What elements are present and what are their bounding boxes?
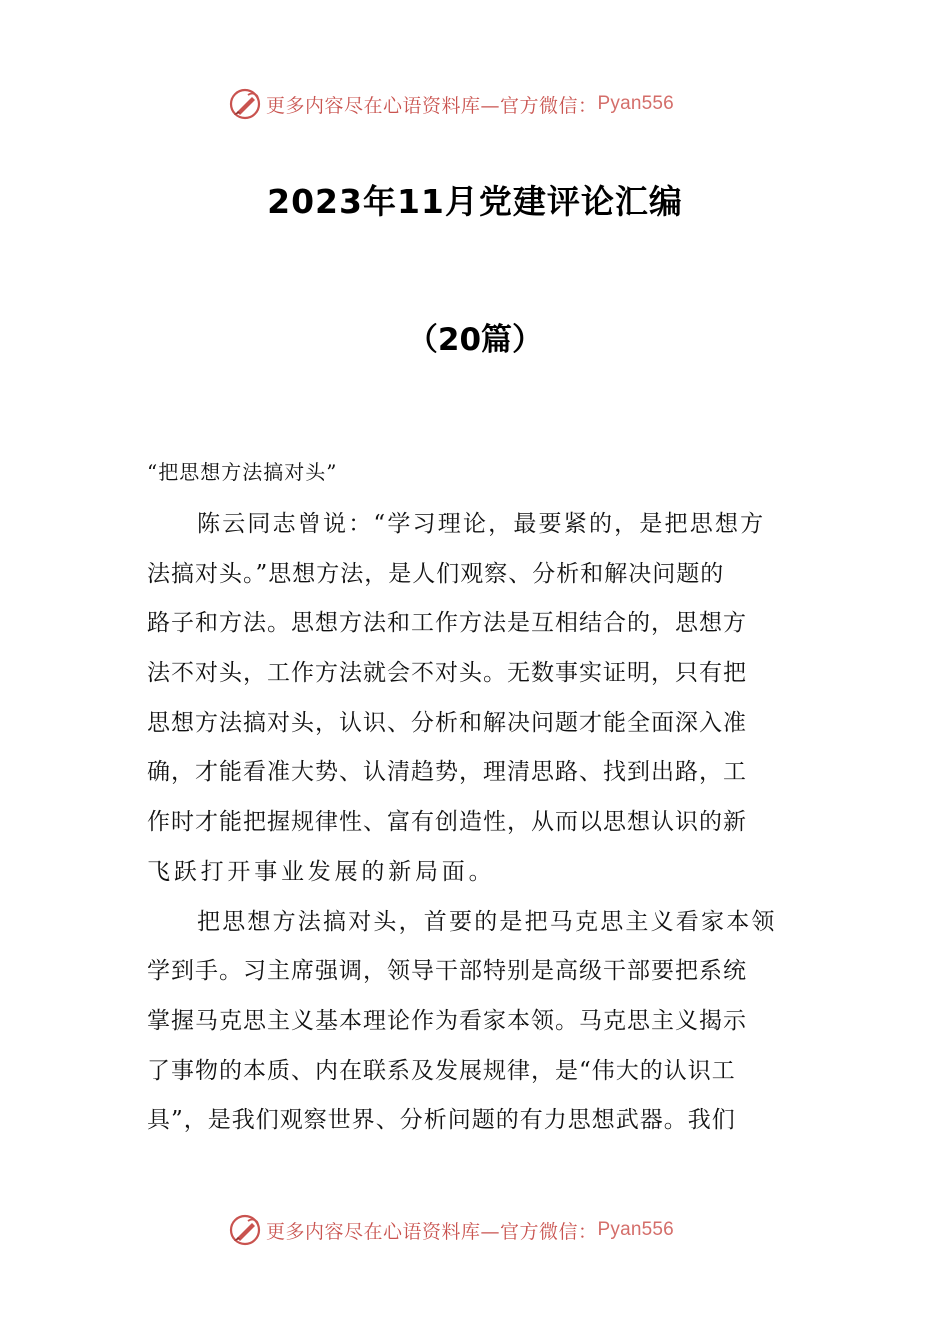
body-line: 作时才能把握规律性、富有创造性，从而以思想认识的新 bbox=[147, 809, 747, 836]
body-line: 陈云同志曾说：“学习理论，最要紧的，是把思想方 bbox=[197, 511, 766, 537]
watermark-wechat-id: Pyan556 bbox=[597, 93, 674, 114]
body-line: 法不对头，工作方法就会不对头。无数事实证明，只有把 bbox=[147, 660, 747, 687]
article-heading: “把思想方法搞对头” bbox=[147, 460, 338, 484]
body-line: 具”，是我们观察世界、分析问题的有力思想武器。我们 bbox=[147, 1107, 736, 1134]
document-subtitle: （20篇） bbox=[406, 322, 544, 358]
body-line: 路子和方法。思想方法和工作方法是互相结合的，思想方 bbox=[147, 610, 747, 637]
watermark-text: 更多内容尽在心语资料库—官方微信： bbox=[266, 94, 598, 117]
body-line: 确，才能看准大势、认清趋势，理清思路、找到出路，工 bbox=[147, 759, 747, 786]
document-title: 2023年11月党建评论汇编 bbox=[267, 182, 683, 221]
pen-logo-icon bbox=[228, 1213, 262, 1247]
article-body bbox=[147, 500, 807, 1146]
body-line: 思想方法搞对头，认识、分析和解决问题才能全面深入准 bbox=[147, 709, 747, 736]
body-line: 飞跃打开事业发展的新局面。 bbox=[147, 858, 496, 885]
pen-logo-icon bbox=[228, 87, 262, 121]
watermark-banner-bottom bbox=[228, 1212, 748, 1248]
body-line: 了事物的本质、内在联系及发展规律，是“伟大的认识工 bbox=[147, 1057, 736, 1084]
body-line: 学到手。习主席强调，领导干部特别是高级干部要把系统 bbox=[147, 958, 747, 985]
body-line: 把思想方法搞对头，首要的是把马克思主义看家本领 bbox=[197, 908, 777, 935]
watermark-text: 更多内容尽在心语资料库—官方微信： bbox=[266, 1220, 598, 1243]
watermark-banner-top bbox=[228, 86, 748, 122]
body-line: 法搞对头。”思想方法，是人们观察、分析和解决问题的 bbox=[147, 560, 725, 587]
watermark-wechat-id: Pyan556 bbox=[597, 1219, 674, 1240]
body-line: 掌握马克思主义基本理论作为看家本领。马克思主义揭示 bbox=[147, 1007, 747, 1034]
